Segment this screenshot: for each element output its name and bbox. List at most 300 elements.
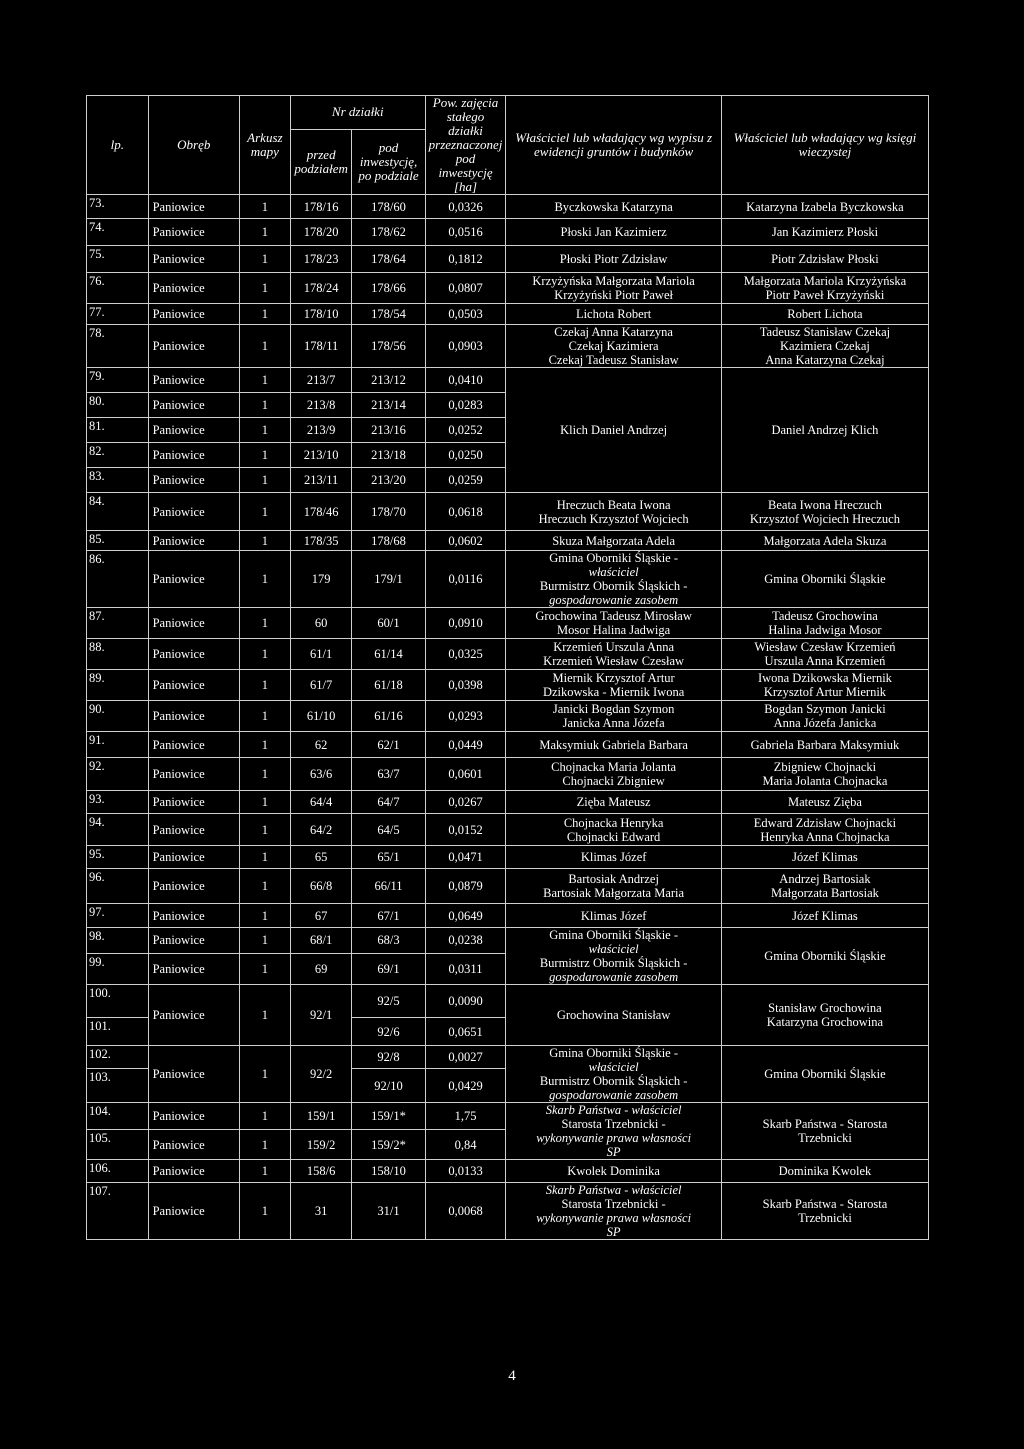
wlasciciel-ewidencja-cell xyxy=(506,1103,722,1160)
lp-cell: 100. xyxy=(87,985,149,1018)
dzialka-po-cell: 92/10 xyxy=(352,1069,425,1103)
wlasciciel-ksiega-cell xyxy=(721,531,928,551)
dzialka-po-cell: 178/54 xyxy=(352,304,425,325)
table-row xyxy=(87,904,929,928)
table-row xyxy=(87,1046,929,1069)
lp-cell: 80. xyxy=(87,393,149,418)
powierzchnia-cell: 0,0602 xyxy=(425,531,506,551)
dzialka-przed-cell: 178/35 xyxy=(290,531,352,551)
arkusz-cell: 1 xyxy=(239,219,290,246)
dzialka-przed-cell: 61/10 xyxy=(290,701,352,732)
owner-line: gospodarowanie zasobem xyxy=(549,970,679,984)
owner-line: Chojnacka Maria Jolanta xyxy=(551,760,677,774)
table-row xyxy=(87,732,929,758)
lp-cell: 81. xyxy=(87,418,149,443)
powierzchnia-cell: 0,0238 xyxy=(425,928,506,954)
table-row xyxy=(87,1183,929,1240)
owner-line: Zięba Mateusz xyxy=(576,795,651,809)
wlasciciel-ksiega-cell xyxy=(721,608,928,639)
table-row xyxy=(87,531,929,551)
lp-cell: 97. xyxy=(87,904,149,928)
owner-line: Urszula Anna Krzemień xyxy=(764,654,886,668)
powierzchnia-cell: 0,0879 xyxy=(425,869,506,904)
owner-line: Bartosiak Małgorzata Maria xyxy=(543,886,685,900)
owner-line: Małgorzata Mariola Krzyżyńska xyxy=(743,274,907,288)
arkusz-cell: 1 xyxy=(239,670,290,701)
dzialka-po-cell: 178/60 xyxy=(352,195,425,219)
table-row xyxy=(87,219,929,246)
owner-line: Gmina Oborniki Śląskie xyxy=(764,572,886,586)
wlasciciel-ksiega-cell xyxy=(721,904,928,928)
lp-cell: 105. xyxy=(87,1130,149,1160)
dzialka-przed-cell: 178/23 xyxy=(290,246,352,273)
obreb-cell: Paniowice xyxy=(148,670,239,701)
wlasciciel-ewidencja-cell xyxy=(506,1046,722,1103)
dzialka-przed-cell: 66/8 xyxy=(290,869,352,904)
wlasciciel-ewidencja-cell xyxy=(506,814,722,846)
dzialka-po-cell: 92/8 xyxy=(352,1046,425,1069)
arkusz-cell: 1 xyxy=(239,443,290,468)
lp-cell: 103. xyxy=(87,1069,149,1103)
owner-line: Maksymiuk Gabriela Barbara xyxy=(539,737,688,752)
table-row xyxy=(87,273,929,304)
owner-line: Bogdan Szymon Janicki xyxy=(764,702,886,716)
table-row xyxy=(87,928,929,954)
obreb-cell: Paniowice xyxy=(148,869,239,904)
dzialka-po-cell: 67/1 xyxy=(352,904,425,928)
obreb-cell: Paniowice xyxy=(148,493,239,531)
obreb-cell: Paniowice xyxy=(148,246,239,273)
owner-line: Wiesław Czesław Krzemień xyxy=(754,640,896,654)
owner-line: Czekaj Anna Katarzyna xyxy=(554,325,673,339)
wlasciciel-ewidencja-cell xyxy=(506,985,722,1046)
owner-line: Skarb Państwa - Starosta xyxy=(762,1117,888,1131)
obreb-cell: Paniowice xyxy=(148,1046,239,1103)
lp-cell: 94. xyxy=(87,814,149,846)
powierzchnia-cell: 0,0326 xyxy=(425,195,506,219)
owner-line: Józef Klimas xyxy=(792,908,858,923)
arkusz-cell: 1 xyxy=(239,758,290,791)
owner-line: Lichota Robert xyxy=(575,307,652,321)
obreb-cell: Paniowice xyxy=(148,701,239,732)
owner-line: Dzikowska - Miernik Iwona xyxy=(542,685,685,699)
dzialka-przed-cell: 178/24 xyxy=(290,273,352,304)
dzialka-po-cell: 63/7 xyxy=(352,758,425,791)
arkusz-cell: 1 xyxy=(239,418,290,443)
owner-line: Skarb Państwa - właściciel xyxy=(545,1103,682,1117)
arkusz-cell: 1 xyxy=(239,953,290,984)
owner-line: Czekaj Kazimiera xyxy=(568,339,659,353)
owner-line: Krzysztof Wojciech Hreczuch xyxy=(749,511,900,526)
wlasciciel-ksiega-cell xyxy=(721,195,928,219)
arkusz-cell: 1 xyxy=(239,608,290,639)
lp-cell: 84. xyxy=(87,493,149,531)
dzialka-po-cell: 61/18 xyxy=(352,670,425,701)
lp-cell: 87. xyxy=(87,608,149,639)
powierzchnia-cell: 0,0429 xyxy=(425,1069,506,1103)
table-row xyxy=(87,195,929,219)
dzialka-po-cell: 31/1 xyxy=(352,1183,425,1240)
dzialka-przed-cell: 92/2 xyxy=(290,1046,352,1103)
arkusz-cell: 1 xyxy=(239,701,290,732)
lp-cell: 75. xyxy=(87,246,149,273)
powierzchnia-cell: 0,0152 xyxy=(425,814,506,846)
table-row xyxy=(87,1160,929,1183)
wlasciciel-ksiega-cell xyxy=(721,639,928,670)
arkusz-cell: 1 xyxy=(239,1160,290,1183)
owner-line: Henryka Anna Chojnacka xyxy=(760,829,890,844)
table-row xyxy=(87,639,929,670)
obreb-cell: Paniowice xyxy=(148,758,239,791)
arkusz-cell: 1 xyxy=(239,869,290,904)
owner-line: Daniel Andrzej Klich xyxy=(771,423,879,437)
dzialka-przed-cell: 159/2 xyxy=(290,1130,352,1160)
powierzchnia-cell: 0,0283 xyxy=(425,393,506,418)
table-row xyxy=(87,493,929,531)
powierzchnia-cell: 0,0903 xyxy=(425,325,506,368)
wlasciciel-ksiega-cell xyxy=(721,701,928,732)
lp-cell: 106. xyxy=(87,1160,149,1183)
owner-line: Miernik Krzysztof Artur xyxy=(552,671,675,685)
table-row xyxy=(87,608,929,639)
lp-cell: 90. xyxy=(87,701,149,732)
wlasciciel-ewidencja-cell xyxy=(506,219,722,246)
powierzchnia-cell: 0,0252 xyxy=(425,418,506,443)
obreb-cell: Paniowice xyxy=(148,1183,239,1240)
owner-line: Płoski Jan Kazimierz xyxy=(560,225,667,239)
arkusz-cell: 1 xyxy=(239,368,290,393)
powierzchnia-cell: 0,0250 xyxy=(425,443,506,468)
lp-cell: 99. xyxy=(87,953,149,984)
owner-line: Dominika Kwolek xyxy=(778,1164,872,1178)
wlasciciel-ksiega-cell xyxy=(721,928,928,985)
lp-cell: 98. xyxy=(87,928,149,954)
wlasciciel-ksiega-cell xyxy=(721,758,928,791)
obreb-cell: Paniowice xyxy=(148,985,239,1046)
table-row xyxy=(87,368,929,393)
owner-line: Starosta Trzebnicki - xyxy=(561,1117,666,1131)
arkusz-cell: 1 xyxy=(239,1103,290,1130)
owner-line: Józef Klimas xyxy=(792,850,858,864)
dzialka-przed-cell: 61/7 xyxy=(290,670,352,701)
arkusz-cell: 1 xyxy=(239,393,290,418)
arkusz-cell: 1 xyxy=(239,732,290,758)
powierzchnia-cell: 0,0133 xyxy=(425,1160,506,1183)
dzialka-przed-cell: 63/6 xyxy=(290,758,352,791)
dzialka-przed-cell: 178/20 xyxy=(290,219,352,246)
owner-line: Burmistrz Obornik Śląskich - xyxy=(539,956,688,970)
lp-cell: 74. xyxy=(87,219,149,246)
lp-cell: 92. xyxy=(87,758,149,791)
dzialka-przed-cell: 62 xyxy=(290,732,352,758)
obreb-cell: Paniowice xyxy=(148,1103,239,1130)
powierzchnia-cell: 0,0807 xyxy=(425,273,506,304)
arkusz-cell: 1 xyxy=(239,551,290,608)
dzialka-przed-cell: 69 xyxy=(290,953,352,984)
arkusz-cell: 1 xyxy=(239,814,290,846)
owner-line: Tadeusz Stanisław Czekaj xyxy=(759,325,891,339)
wlasciciel-ewidencja-cell xyxy=(506,608,722,639)
wlasciciel-ksiega-cell xyxy=(721,551,928,608)
table-row xyxy=(87,869,929,904)
dzialka-przed-cell: 68/1 xyxy=(290,928,352,954)
powierzchnia-cell: 0,0259 xyxy=(425,468,506,493)
obreb-cell: Paniowice xyxy=(148,531,239,551)
owner-line: Anna Katarzyna Czekaj xyxy=(765,353,885,367)
wlasciciel-ewidencja-cell xyxy=(506,195,722,219)
obreb-cell: Paniowice xyxy=(148,791,239,814)
powierzchnia-cell: 0,0267 xyxy=(425,791,506,814)
powierzchnia-cell: 0,0311 xyxy=(425,953,506,984)
header-powierzchnia: Pow. zajęcia stałego działki przeznaczonej pod inwestycję [ha] xyxy=(425,96,506,195)
owner-line: Janicki Bogdan Szymon xyxy=(552,702,675,716)
dzialka-przed-cell: 65 xyxy=(290,846,352,869)
wlasciciel-ksiega-cell xyxy=(721,846,928,869)
wlasciciel-ksiega-cell xyxy=(721,273,928,304)
lp-cell: 73. xyxy=(87,195,149,219)
dzialka-przed-cell: 178/11 xyxy=(290,325,352,368)
wlasciciel-ewidencja-cell xyxy=(506,670,722,701)
lp-cell: 88. xyxy=(87,639,149,670)
wlasciciel-ksiega-cell xyxy=(721,814,928,846)
dzialka-po-cell: 213/16 xyxy=(352,418,425,443)
dzialka-przed-cell: 213/8 xyxy=(290,393,352,418)
dzialka-po-cell: 60/1 xyxy=(352,608,425,639)
wlasciciel-ewidencja-cell xyxy=(506,791,722,814)
owner-line: SP xyxy=(606,1225,621,1239)
dzialka-przed-cell: 213/9 xyxy=(290,418,352,443)
owner-line: wykonywanie prawa własności xyxy=(536,1131,692,1145)
owner-line: Gmina Oborniki Śląskie xyxy=(764,1067,886,1081)
wlasciciel-ewidencja-cell xyxy=(506,869,722,904)
dzialka-po-cell: 61/14 xyxy=(352,639,425,670)
owner-line: Chojnacki Zbigniew xyxy=(562,774,665,788)
owner-line: Gabriela Barbara Maksymiuk xyxy=(750,737,900,752)
owner-line: Piotr Paweł Krzyżyński xyxy=(765,288,885,302)
dzialka-po-cell: 213/14 xyxy=(352,393,425,418)
obreb-cell: Paniowice xyxy=(148,732,239,758)
owner-line: Skarb Państwa - właściciel xyxy=(545,1183,682,1197)
owner-line: Hreczuch Beata Iwona xyxy=(556,497,671,512)
dzialka-po-cell: 213/18 xyxy=(352,443,425,468)
powierzchnia-cell: 0,0503 xyxy=(425,304,506,325)
dzialka-przed-cell: 64/2 xyxy=(290,814,352,846)
owner-line: Beata Iwona Hreczuch xyxy=(768,497,882,512)
lp-cell: 102. xyxy=(87,1046,149,1069)
wlasciciel-ewidencja-cell xyxy=(506,368,722,493)
wlasciciel-ewidencja-cell xyxy=(506,758,722,791)
powierzchnia-cell: 0,0471 xyxy=(425,846,506,869)
owner-line: Grochowina Stanisław xyxy=(556,1008,671,1022)
dzialka-po-cell: 64/5 xyxy=(352,814,425,846)
owner-line: Janicka Anna Józefa xyxy=(562,716,665,730)
lp-cell: 86. xyxy=(87,551,149,608)
obreb-cell: Paniowice xyxy=(148,393,239,418)
powierzchnia-cell: 0,0618 xyxy=(425,493,506,531)
powierzchnia-cell: 0,0027 xyxy=(425,1046,506,1069)
owner-line: Mateusz Zięba xyxy=(787,795,862,809)
powierzchnia-cell: 0,84 xyxy=(425,1130,506,1160)
owner-line: Krzemień Urszula Anna xyxy=(553,640,675,654)
dzialka-przed-cell: 64/4 xyxy=(290,791,352,814)
owner-line: Tadeusz Grochowina xyxy=(772,609,878,623)
dzialka-po-cell: 213/20 xyxy=(352,468,425,493)
arkusz-cell: 1 xyxy=(239,531,290,551)
owner-line: Burmistrz Obornik Śląskich - xyxy=(539,579,688,593)
table-body xyxy=(87,195,929,1240)
owner-line: Skarb Państwa - Starosta xyxy=(762,1197,888,1211)
dzialka-po-cell: 66/11 xyxy=(352,869,425,904)
owner-line: Płoski Piotr Zdzisław xyxy=(559,252,668,266)
owner-line: Chojnacka Henryka xyxy=(563,815,664,830)
wlasciciel-ksiega-cell xyxy=(721,670,928,701)
header-wlasciciel-ewidencja: Właściciel lub władający wg wypisu z ewidencji gruntów i budynków xyxy=(506,96,722,195)
owner-line: Halina Jadwiga Mosor xyxy=(768,623,882,637)
owner-line: Krzysztof Artur Miernik xyxy=(763,685,887,699)
owner-line: Kwolek Dominika xyxy=(567,1164,660,1178)
dzialka-po-cell: 178/66 xyxy=(352,273,425,304)
obreb-cell: Paniowice xyxy=(148,1130,239,1160)
arkusz-cell: 1 xyxy=(239,846,290,869)
parcel-table xyxy=(86,95,929,1240)
owner-line: Andrzej Bartosiak xyxy=(779,872,871,886)
wlasciciel-ksiega-cell xyxy=(721,869,928,904)
powierzchnia-cell: 0,0116 xyxy=(425,551,506,608)
lp-cell: 93. xyxy=(87,791,149,814)
owner-line: Katarzyna Izabela Byczkowska xyxy=(746,199,904,214)
lp-cell: 79. xyxy=(87,368,149,393)
owner-line: Jan Kazimierz Płoski xyxy=(771,225,879,239)
owner-line: Grochowina Tadeusz Mirosław xyxy=(535,609,692,623)
owner-line: właściciel xyxy=(588,1060,639,1074)
arkusz-cell: 1 xyxy=(239,1130,290,1160)
wlasciciel-ewidencja-cell xyxy=(506,928,722,985)
wlasciciel-ksiega-cell xyxy=(721,1183,928,1240)
dzialka-przed-cell: 61/1 xyxy=(290,639,352,670)
arkusz-cell: 1 xyxy=(239,246,290,273)
arkusz-cell: 1 xyxy=(239,325,290,368)
table-row xyxy=(87,701,929,732)
wlasciciel-ksiega-cell xyxy=(721,493,928,531)
obreb-cell: Paniowice xyxy=(148,846,239,869)
table-row xyxy=(87,758,929,791)
owner-line: Gmina Oborniki Śląskie - xyxy=(549,928,679,942)
obreb-cell: Paniowice xyxy=(148,304,239,325)
powierzchnia-cell: 0,0649 xyxy=(425,904,506,928)
obreb-cell: Paniowice xyxy=(148,639,239,670)
header-arkusz: Arkusz mapy xyxy=(239,96,290,195)
wlasciciel-ewidencja-cell xyxy=(506,325,722,368)
owner-line: Zbigniew Chojnacki xyxy=(773,760,877,774)
dzialka-po-cell: 178/64 xyxy=(352,246,425,273)
dzialka-po-cell: 178/68 xyxy=(352,531,425,551)
header-wlasciciel-ksiega: Właściciel lub władający wg księgi wieczystej xyxy=(721,96,928,195)
arkusz-cell: 1 xyxy=(239,904,290,928)
wlasciciel-ewidencja-cell xyxy=(506,846,722,869)
dzialka-przed-cell: 67 xyxy=(290,904,352,928)
dzialka-po-cell: 159/1* xyxy=(352,1103,425,1130)
header-obreb: Obręb xyxy=(148,96,239,195)
wlasciciel-ewidencja-cell xyxy=(506,246,722,273)
dzialka-po-cell: 178/70 xyxy=(352,493,425,531)
owner-line: Klimas Józef xyxy=(580,908,647,923)
owner-line: Starosta Trzebnicki - xyxy=(561,1197,666,1211)
wlasciciel-ewidencja-cell xyxy=(506,493,722,531)
powierzchnia-cell: 0,0090 xyxy=(425,985,506,1018)
wlasciciel-ewidencja-cell xyxy=(506,732,722,758)
owner-line: Krzyżyńska Małgorzata Mariola xyxy=(532,274,695,288)
wlasciciel-ksiega-cell xyxy=(721,1046,928,1103)
wlasciciel-ksiega-cell xyxy=(721,325,928,368)
owner-line: Trzebnicki xyxy=(798,1131,852,1145)
dzialka-po-cell: 65/1 xyxy=(352,846,425,869)
owner-line: właściciel xyxy=(588,942,639,956)
owner-line: Klimas Józef xyxy=(580,850,647,864)
powierzchnia-cell: 0,0910 xyxy=(425,608,506,639)
dzialka-przed-cell: 179 xyxy=(290,551,352,608)
obreb-cell: Paniowice xyxy=(148,608,239,639)
owner-line: Klich Daniel Andrzej xyxy=(560,423,668,437)
owner-line: wykonywanie prawa własności xyxy=(536,1211,692,1225)
lp-cell: 96. xyxy=(87,869,149,904)
lp-cell: 76. xyxy=(87,273,149,304)
dzialka-przed-cell: 159/1 xyxy=(290,1103,352,1130)
obreb-cell: Paniowice xyxy=(148,325,239,368)
dzialka-po-cell: 179/1 xyxy=(352,551,425,608)
header-pod-inwestycje: pod inwestycję, po podziale xyxy=(352,129,425,194)
arkusz-cell: 1 xyxy=(239,928,290,954)
powierzchnia-cell: 0,1812 xyxy=(425,246,506,273)
obreb-cell: Paniowice xyxy=(148,418,239,443)
powierzchnia-cell: 1,75 xyxy=(425,1103,506,1130)
arkusz-cell: 1 xyxy=(239,195,290,219)
wlasciciel-ksiega-cell xyxy=(721,368,928,493)
obreb-cell: Paniowice xyxy=(148,1160,239,1183)
powierzchnia-cell: 0,0325 xyxy=(425,639,506,670)
wlasciciel-ewidencja-cell xyxy=(506,639,722,670)
lp-cell: 82. xyxy=(87,443,149,468)
arkusz-cell: 1 xyxy=(239,791,290,814)
obreb-cell: Paniowice xyxy=(148,953,239,984)
owner-line: Anna Józefa Janicka xyxy=(773,716,877,730)
arkusz-cell: 1 xyxy=(239,639,290,670)
wlasciciel-ewidencja-cell xyxy=(506,904,722,928)
dzialka-przed-cell: 213/11 xyxy=(290,468,352,493)
dzialka-przed-cell: 158/6 xyxy=(290,1160,352,1183)
owner-line: Iwona Dzikowska Miernik xyxy=(757,671,892,685)
wlasciciel-ksiega-cell xyxy=(721,246,928,273)
owner-line: Robert Lichota xyxy=(787,307,863,321)
owner-line: Bartosiak Andrzej xyxy=(568,872,659,886)
obreb-cell: Paniowice xyxy=(148,468,239,493)
arkusz-cell: 1 xyxy=(239,985,290,1046)
owner-line: Gmina Oborniki Śląskie - xyxy=(549,551,679,565)
obreb-cell: Paniowice xyxy=(148,551,239,608)
lp-cell: 83. xyxy=(87,468,149,493)
table-row xyxy=(87,551,929,608)
powierzchnia-cell: 0,0410 xyxy=(425,368,506,393)
arkusz-cell: 1 xyxy=(239,1046,290,1103)
dzialka-po-cell: 178/62 xyxy=(352,219,425,246)
table-row xyxy=(87,791,929,814)
dzialka-po-cell: 61/16 xyxy=(352,701,425,732)
dzialka-po-cell: 178/56 xyxy=(352,325,425,368)
page-number: 4 xyxy=(508,1368,516,1384)
wlasciciel-ewidencja-cell xyxy=(506,701,722,732)
wlasciciel-ewidencja-cell xyxy=(506,551,722,608)
wlasciciel-ksiega-cell xyxy=(721,304,928,325)
arkusz-cell: 1 xyxy=(239,1183,290,1240)
